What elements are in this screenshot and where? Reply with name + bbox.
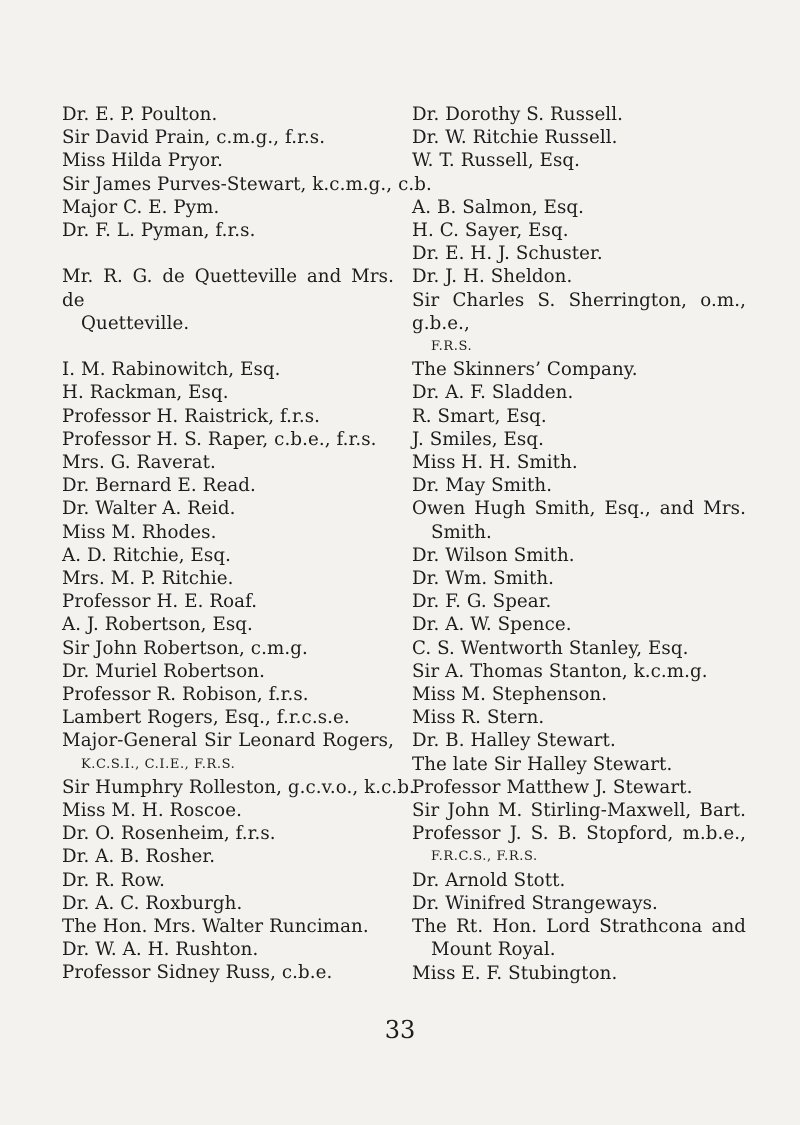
list-entry: Dr. Arnold Stott. [412, 869, 566, 891]
list-entry: Sir David Prain, c.m.g., f.r.s. [62, 127, 326, 149]
list-entry: Dr. Winifred Strangeways. [412, 892, 658, 914]
list-entry: Miss H. H. Smith. [412, 452, 578, 474]
list-entry: Dr. E. H. J. Schuster. [412, 243, 603, 265]
blank-line [62, 335, 394, 358]
page-number: 33 [384, 1016, 416, 1044]
list-entry: Miss R. Stern. [412, 707, 545, 729]
list-entry: Sir A. Thomas Stanton, k.c.m.g. [412, 660, 708, 682]
list-entry: Dr. A. C. Roxburgh. [62, 892, 243, 914]
list-entry: Sir Humphry Rolleston, g.c.v.o., k.c.b. [62, 776, 415, 798]
list-entry: Miss M. Stephenson. [412, 684, 608, 706]
list-entry: Miss M. H. Roscoe. [62, 800, 242, 822]
list-entry: Dr. A. W. Spence. [412, 614, 572, 636]
list-entry: Dr. A. B. Rosher. [62, 846, 216, 868]
list-entry: Dr. B. Halley Stewart. [412, 730, 616, 752]
list-entry: Professor Sidney Russ, c.b.e. [62, 962, 333, 984]
list-entry: Sir John M. Stirling-Maxwell, Bart. [412, 800, 746, 822]
list-entry: Professor J. S. B. Stopford, m.b.e., [412, 823, 746, 845]
list-entry: Dr. W. A. H. Rushton. [62, 939, 259, 961]
list-entry: Dr. May Smith. [412, 475, 553, 497]
list-entry: Professor H. S. Raper, c.b.e., f.r.s. [62, 428, 377, 450]
list-entry: Professor H. E. Roaf. [62, 591, 258, 613]
list-entry: W. T. Russell, Esq. [412, 150, 581, 172]
list-entry: Major C. E. Pym. [62, 196, 220, 218]
list-entry: H. Rackman, Esq. [62, 382, 229, 404]
list-entry: I. M. Rabinowitch, Esq. [62, 359, 281, 381]
list-entry: Mrs. M. P. Ritchie. [62, 568, 234, 590]
list-entry: Dr. W. Ritchie Russell. [412, 127, 618, 149]
list-entry: Dr. F. G. Spear. [412, 591, 552, 613]
list-entry: Dr. F. L. Pyman, f.r.s. [62, 220, 256, 242]
list-entry: Dr. E. P. Poulton. [62, 104, 218, 125]
list-entry: Sir James Purves-Stewart, k.c.m.g., c.b. [62, 173, 432, 195]
list-entry: Sir Charles S. Sherrington, o.m., g.b.e., [412, 289, 746, 334]
list-entry: Lambert Rogers, Esq., f.r.c.s.e. [62, 707, 350, 729]
list-entry: The late Sir Halley Stewart. [412, 753, 673, 775]
list-entry: The Skinners’ Company. [412, 359, 638, 381]
list-entry: A. J. Robertson, Esq. [62, 614, 253, 636]
list-entry: Mr. R. G. de Quetteville and Mrs. de [62, 266, 394, 311]
list-entry: Dr. R. Row. [62, 869, 166, 891]
list-entry: Dr. Walter A. Reid. [62, 498, 236, 520]
list-entry: Dr. Muriel Robertson. [62, 660, 265, 682]
list-entry: Dr. Dorothy S. Russell. [412, 104, 624, 125]
list-entry: Dr. Wm. Smith. [412, 568, 555, 590]
list-entry: Miss E. F. Stubington. [412, 962, 618, 984]
list-entry: Major-General Sir Leonard Rogers, [62, 730, 394, 752]
list-entry: The Rt. Hon. Lord Strathcona and [412, 916, 746, 938]
right-column [412, 103, 746, 985]
list-entry: Dr. J. H. Sheldon. [412, 266, 573, 288]
list-entry: The Hon. Mrs. Walter Runciman. [62, 916, 369, 938]
list-entry: Professor Matthew J. Stewart. [412, 776, 693, 798]
list-entry: Dr. O. Rosenheim, f.r.s. [62, 823, 276, 845]
list-entry: A. B. Salmon, Esq. [412, 196, 585, 218]
list-entry: Dr. A. F. Sladden. [412, 382, 574, 404]
list-entry: Miss M. Rhodes. [62, 521, 217, 543]
list-entry: A. D. Ritchie, Esq. [62, 544, 231, 566]
list-entry: Miss Hilda Pryor. [62, 150, 223, 172]
list-entry: J. Smiles, Esq. [412, 428, 544, 450]
entry-continuation: Quetteville. [81, 312, 190, 334]
list-entry: Owen Hugh Smith, Esq., and Mrs. [412, 498, 746, 520]
list-entry: R. Smart, Esq. [412, 405, 547, 427]
entry-continuation: F.R.S. [431, 339, 473, 355]
list-entry: Mrs. G. Raverat. [62, 452, 216, 474]
list-entry: Sir John Robertson, c.m.g. [62, 637, 308, 659]
left-column [62, 103, 432, 985]
list-entry: Dr. Wilson Smith. [412, 544, 575, 566]
blank-line [412, 173, 746, 196]
list-entry: Dr. Bernard E. Read. [62, 475, 256, 497]
entry-continuation: Mount Royal. [431, 939, 556, 961]
entry-continuation: F.R.C.S., F.R.S. [431, 849, 538, 865]
entry-continuation: Smith. [431, 521, 492, 543]
blank-line [62, 242, 394, 265]
list-entry: H. C. Sayer, Esq. [412, 220, 569, 241]
entry-continuation: K.C.S.I., C.I.E., F.R.S. [81, 756, 236, 772]
list-entry: C. S. Wentworth Stanley, Esq. [412, 637, 689, 659]
list-entry: Professor R. Robison, f.r.s. [62, 684, 309, 706]
list-entry: Professor H. Raistrick, f.r.s. [62, 405, 321, 427]
